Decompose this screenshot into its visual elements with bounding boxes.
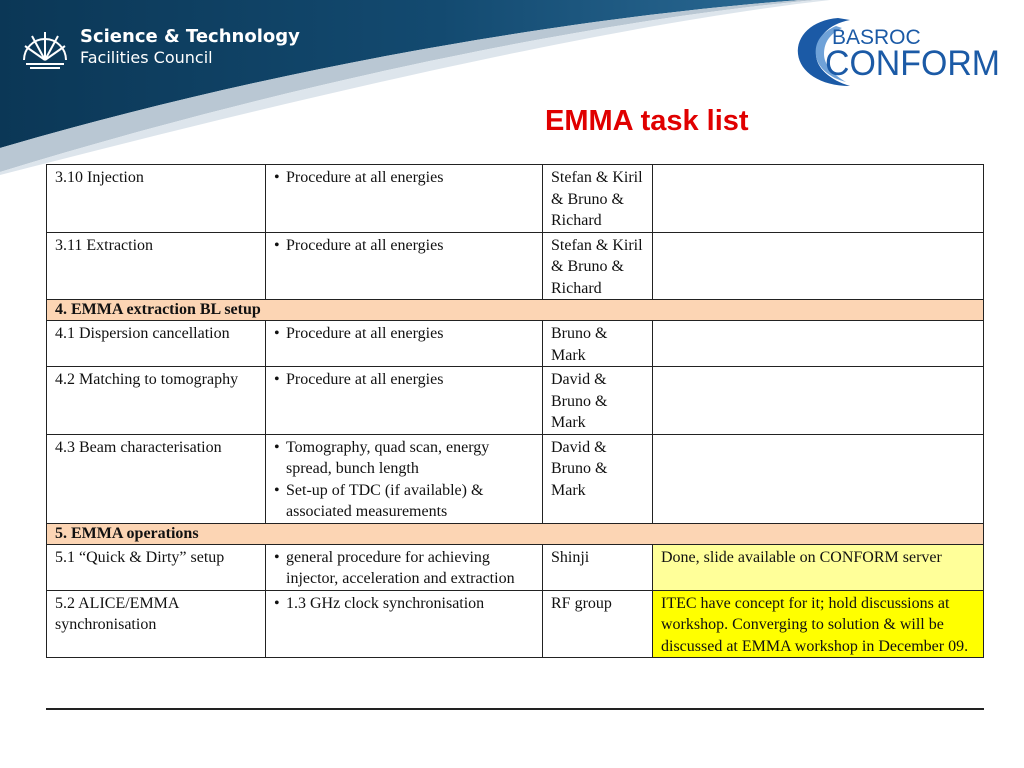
task-cell: 4.1 Dispersion cancellation (47, 321, 266, 367)
task-row (47, 434, 984, 523)
stfc-logo (20, 22, 300, 82)
task-table (46, 164, 984, 658)
logo-text-basroc: BASROC (832, 26, 921, 49)
task-row (47, 544, 984, 590)
assignee-line: Mark (551, 481, 586, 499)
assignee-line: David & (551, 371, 607, 388)
description-cell (266, 544, 543, 590)
assignee-cell (543, 590, 653, 658)
assignee-line: & Bruno & (551, 258, 624, 275)
bullet-item: • Procedure at all energies (274, 323, 534, 345)
status-note-cell (653, 434, 984, 523)
assignee-line: David & (551, 438, 607, 456)
task-cell: 3.10 Injection (47, 165, 266, 233)
task-row (47, 590, 984, 658)
bullet-item: • general procedure for achieving injector, acceleration and extraction (274, 547, 534, 590)
description-cell (266, 232, 543, 300)
table-bottom-rule (46, 708, 984, 710)
status-note-cell (653, 321, 984, 367)
assignee-line: Bruno & (551, 325, 608, 342)
section-heading: 4. EMMA extraction BL setup (47, 300, 984, 321)
assignee-cell (543, 367, 653, 435)
assignee-line: Shinji (551, 548, 590, 566)
conform-swirl-icon (790, 10, 1005, 90)
task-cell: 5.1 “Quick & Dirty” setup (47, 544, 266, 590)
assignee-cell (543, 165, 653, 233)
sunburst-icon (20, 22, 70, 70)
assignee-line: Stefan & Kiril (551, 169, 643, 186)
assignee-line: Richard (551, 279, 602, 297)
org-name-line2: Facilities Council (80, 48, 213, 67)
task-cell: 4.3 Beam characterisation (47, 434, 266, 523)
status-note-cell (653, 367, 984, 435)
task-row (47, 367, 984, 435)
bullet-item: • Set-up of TDC (if available) & associated measurements (274, 480, 534, 523)
slide-title: EMMA task list (545, 105, 749, 137)
description-cell (266, 165, 543, 233)
org-name-line1: Science & Technology (80, 26, 300, 47)
status-note-cell (653, 232, 984, 300)
description-cell (266, 434, 543, 523)
bullet-item: • Procedure at all energies (274, 369, 534, 391)
task-row (47, 232, 984, 300)
assignee-cell (543, 544, 653, 590)
bullet-item: • Tomography, quad scan, energy spread, bunch length (274, 437, 534, 480)
assignee-line: Stefan & Kiril (551, 236, 643, 254)
task-row (47, 321, 984, 367)
logo-text-conform: CONFORM (825, 44, 1000, 83)
status-note-cell (653, 165, 984, 233)
bullet-item: • 1.3 GHz clock synchronisation (274, 593, 534, 615)
assignee-line: Richard (551, 212, 602, 229)
assignee-line: RF group (551, 594, 612, 612)
assignee-cell (543, 321, 653, 367)
status-note-cell: ITEC have concept for it; hold discussions at workshop. Converging to solution & will be discussed at EMMA workshop in December 09. (653, 590, 984, 658)
status-note-cell: Done, slide available on CONFORM server (653, 544, 984, 590)
description-cell (266, 321, 543, 367)
bullet-item: • Procedure at all energies (274, 235, 534, 257)
assignee-cell (543, 434, 653, 523)
task-cell: 3.11 Extraction (47, 232, 266, 300)
assignee-line: & Bruno & (551, 190, 624, 208)
task-cell: 5.2 ALICE/EMMA synchronisation (47, 590, 266, 658)
description-cell (266, 367, 543, 435)
assignee-line: Bruno & (551, 392, 608, 410)
basroc-conform-logo (790, 10, 1005, 90)
section-row (47, 300, 984, 321)
section-row (47, 523, 984, 544)
task-cell: 4.2 Matching to tomography (47, 367, 266, 435)
assignee-cell (543, 232, 653, 300)
assignee-line: Mark (551, 346, 586, 364)
bullet-item: • Procedure at all energies (274, 167, 534, 189)
assignee-line: Bruno & (551, 460, 608, 477)
task-row (47, 165, 984, 233)
description-cell (266, 590, 543, 658)
section-heading: 5. EMMA operations (47, 523, 984, 544)
assignee-line: Mark (551, 414, 586, 431)
